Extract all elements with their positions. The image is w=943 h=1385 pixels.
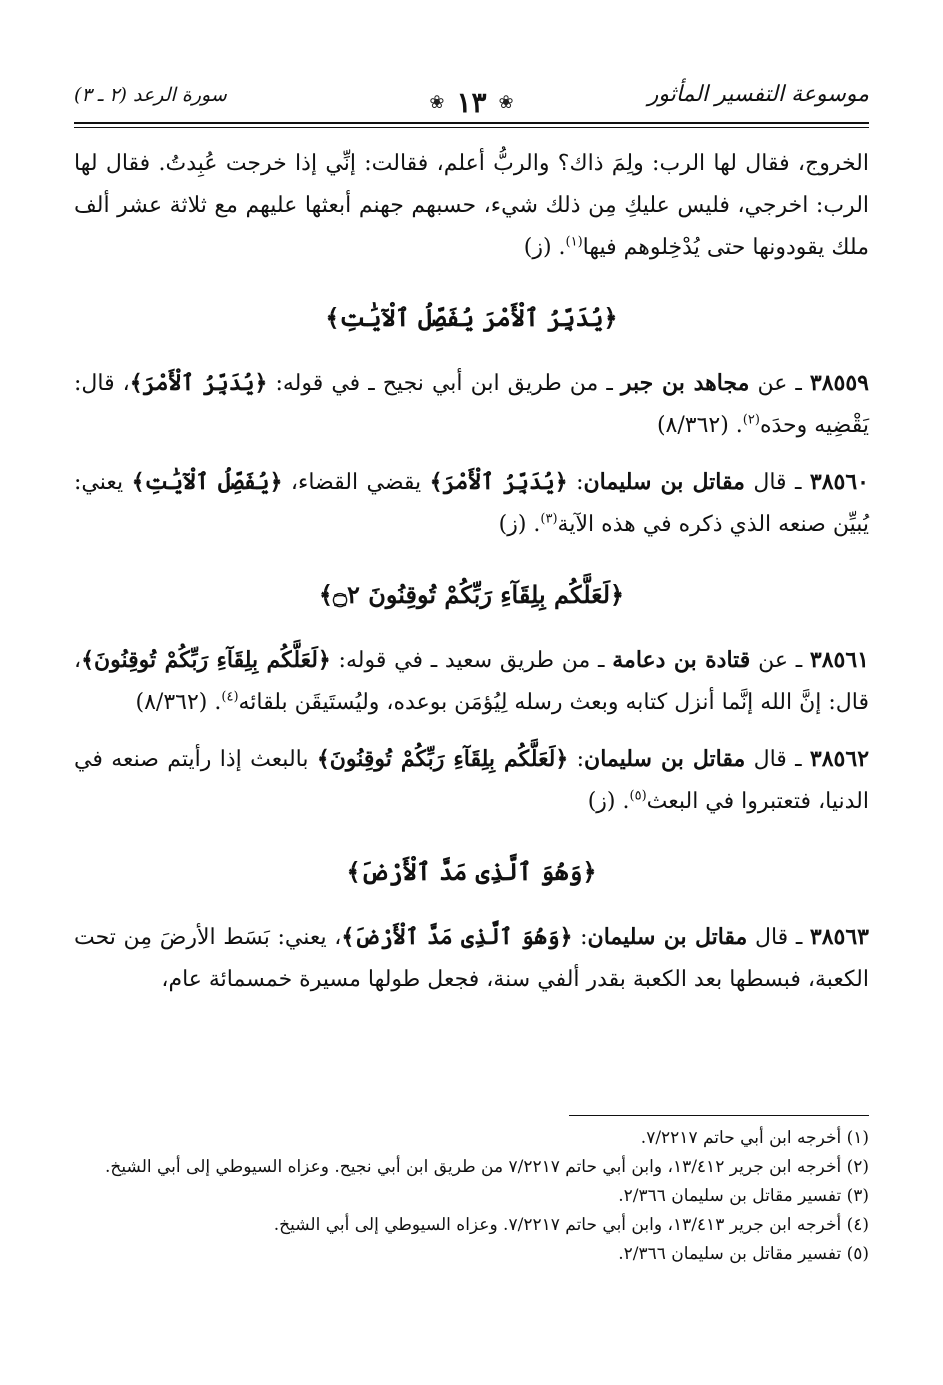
narration-text: :: [567, 470, 584, 495]
book-title: موسوعة التفسير المأثور: [647, 82, 869, 107]
narration-text: يعني: يُبيِّن صنعه الذي ذكره في هذه الآية: [74, 470, 869, 537]
intro-line: مع ثلاثة عشر ألف ملك يقودونها حتى يُدْخِلوهم فيها: [74, 193, 869, 260]
footnote-ref[interactable]: (٤): [221, 689, 239, 705]
narration-text: ، يعني: بَسَط الأرضَ مِن تحت الكعبة، فبسطها بعد الكعبة بقدر ألفي سنة، فجعل طولها مسيرة خمسمائة عام،: [74, 925, 869, 992]
narration-38562: [74, 738, 869, 823]
quran-quote: ﴿لَعَلَّكُم بِلِقَآءِ رَبِّكُمْ تُوقِنُونَ﴾: [316, 746, 569, 772]
narration-38561: [74, 639, 869, 724]
narrator-name: قتادة بن دعامة: [612, 647, 751, 673]
ornament-icon: ❀: [429, 92, 445, 113]
narration-text: ـ من طريق سعيد ـ في قوله:: [330, 648, 613, 673]
page-number: ١٣: [456, 86, 487, 119]
header-rule: [74, 122, 869, 124]
narration-38559: [74, 362, 869, 447]
footnote-rule: [569, 1115, 869, 1116]
source-code: . (٨/٣٦٢): [656, 413, 743, 438]
narration-text: ـ قال: [747, 925, 810, 950]
narration-text: بالبعث إذا رأيتم صنعه في الدنيا، فتعتبروا في البعث: [74, 747, 869, 814]
footnote: (٣) تفسير مقاتل بن سليمان ٢/٣٦٦.: [618, 1186, 869, 1206]
narration-text: ـ قال: [745, 747, 810, 772]
verse-heading: ﴿يُدَبِّرُ ٱلْأَمْرَ يُفَصِّلُ ٱلْآيَٰتِ﴾: [325, 303, 618, 332]
footnote: (١) أخرجه ابن أبي حاتم ٧/٢٢١٧.: [640, 1128, 869, 1148]
verse-heading: ﴿لَعَلَّكُم بِلِقَآءِ رَبِّكُمْ تُوقِنُونَ ۝٢﴾: [318, 580, 625, 609]
footnotes: [74, 1124, 869, 1269]
source-code: . (ز): [498, 512, 541, 537]
surah-label: سورة الرعد (٢ ـ ٣): [74, 84, 227, 106]
narration-number: ٣٨٥٦٣: [809, 924, 869, 950]
narration-text: ـ من طريق ابن أبي نجيح ـ في قوله:: [267, 371, 621, 396]
header-rule-thin: [74, 127, 869, 128]
source-code: . (ز): [523, 235, 566, 260]
narration-text: ـ قال: [744, 470, 810, 495]
narration-text: ـ عن: [750, 648, 810, 673]
verse-heading: ﴿وَهُوَ ٱلَّذِى مَدَّ ٱلْأَرْضَ﴾: [346, 857, 597, 886]
page-number-block: [429, 86, 513, 119]
narration-text: ، قال: يَقْضِيه وحدَه: [74, 371, 869, 438]
intro-line: فقال لها الرب: اخرجي، فليس عليكِ مِن ذلك شيء، حسبهم جهنم أبعثها عليهم: [74, 151, 870, 218]
narration-text: :: [568, 747, 585, 772]
narration-38563: [74, 916, 869, 1001]
source-code: . (٨/٣٦٢): [135, 690, 222, 715]
narration-text: ـ عن: [749, 371, 810, 396]
narration-number: ٣٨٥٦٢: [809, 746, 870, 772]
intro-paragraph: [74, 143, 869, 269]
narrator-name: مقاتل بن سليمان: [584, 746, 746, 772]
narration-text: يقضي القضاء،: [282, 470, 430, 495]
quran-quote: ﴿يُدَبِّرُ ٱلْأَمْرَ﴾: [129, 370, 268, 396]
narration-number: ٣٨٥٥٩: [809, 370, 869, 396]
narration-number: ٣٨٥٦٠: [809, 469, 869, 495]
source-code: . (ز): [587, 789, 630, 814]
footnote: (٤) أخرجه ابن جرير ١٣/٤١٣، وابن أبي حاتم ٧/٢٢١٧. وعزاه السيوطي إلى أبي الشيخ.: [273, 1215, 869, 1235]
narrator-name: مجاهد بن جبر: [620, 370, 750, 396]
narration-text: ، قال: إنَّ الله إنَّما أنزل كتابه وبعث رسله لِيُؤمَن بوعده، وليُستَيقَن بلقائه: [74, 648, 869, 715]
narrator-name: مقاتل بن سليمان: [587, 924, 748, 950]
footnote-ref[interactable]: (٥): [629, 788, 647, 804]
page-body: [74, 143, 869, 1001]
quran-quote: ﴿لَعَلَّكُم بِلِقَآءِ رَبِّكُمْ تُوقِنُونَ﴾: [81, 647, 331, 673]
footnote-ref[interactable]: (٣): [540, 511, 558, 527]
footnote-ref[interactable]: (١): [565, 234, 583, 250]
quran-quote: ﴿يُدَبِّرُ ٱلْأَمْرَ﴾: [429, 469, 568, 495]
narration-38560: [74, 461, 869, 546]
ornament-icon: ❀: [498, 92, 514, 113]
page-header: [74, 82, 869, 122]
narration-number: ٣٨٥٦١: [809, 647, 869, 673]
narrator-name: مقاتل بن سليمان: [583, 469, 745, 495]
footnote-ref[interactable]: (٢): [742, 412, 760, 428]
narration-text: :: [572, 925, 588, 950]
intro-line: الخروج، فقال لها الرب: ولِمَ ذاك؟ والربُّ أعلم، فقالت: إنِّي إذا خرجت عُبِدتُ.: [158, 151, 869, 176]
quran-quote: ﴿يُفَصِّلُ ٱلْآيَٰتِ﴾: [131, 469, 283, 495]
footnote: (٢) أخرجه ابن جرير ١٣/٤١٢، وابن أبي حاتم ٧/٢٢١٧ من طريق ابن أبي نجيح. وعزاه السيوطي إلى أبي الشيخ.: [105, 1157, 869, 1177]
quran-quote: ﴿وَهُوَ ٱلَّذِى مَدَّ ٱلْأَرْضَ﴾: [341, 924, 573, 950]
footnote: (٥) تفسير مقاتل بن سليمان ٢/٣٦٦.: [618, 1244, 869, 1264]
